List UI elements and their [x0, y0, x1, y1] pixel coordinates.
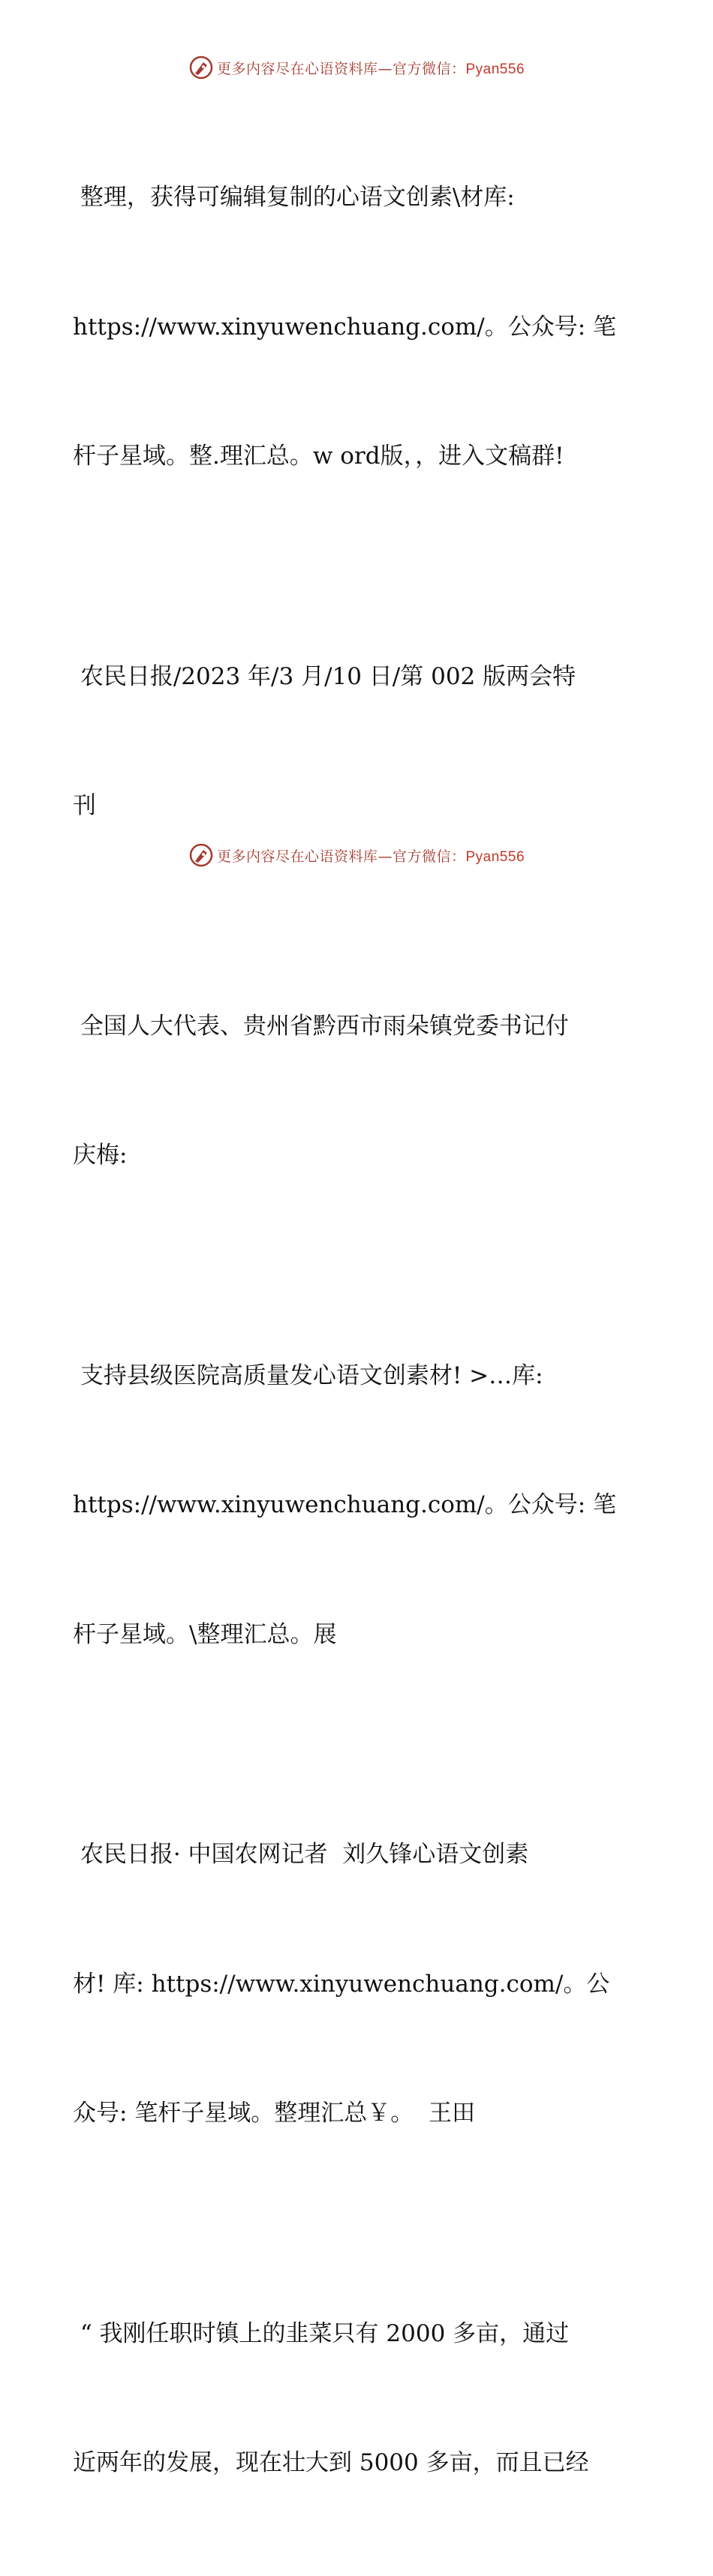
paragraph-intro	[73, 90, 643, 565]
paragraph-headline	[73, 1268, 643, 1743]
text-line: “ 我刚任职时镇上的韭菜只有 2000 多亩，通过	[73, 2319, 570, 2347]
watermark-text: 更多内容尽在心语资料库—官方微信：Pyan556	[216, 60, 525, 77]
document-body	[73, 90, 643, 2576]
text-line: 近两年的发展，现在壮大到 5000 多亩，而且已经	[73, 2449, 589, 2476]
watermark-text: 更多内容尽在心语资料库—官方微信：Pyan556	[216, 848, 525, 865]
paragraph-quote	[73, 2226, 643, 2571]
text-line: 农民日报/2023 年/3 月/10 日/第 002 版两会特	[73, 662, 576, 690]
text-line: 整理，获得可编辑复制的心语文创素\材库:	[73, 184, 515, 211]
text-line: 众号: 笔杆子星域。整理汇总￥。 王田	[73, 2100, 476, 2127]
text-line: https://www.xinyuwenchuang.com/。公众号: 笔	[73, 313, 617, 341]
text-line: https://www.xinyuwenchuang.com/。公众号: 笔	[73, 1491, 617, 1518]
pen-nib-logo-icon	[188, 55, 214, 80]
watermark-banner-bottom	[0, 840, 713, 870]
text-line: 庆梅:	[73, 1142, 128, 1169]
text-line: 材! 库: https://www.xinyuwenchuang.com/。公	[73, 1970, 610, 1998]
paragraph-byline	[73, 919, 643, 1264]
text-line: 杆子星域。整.理汇总。w ord版，，进入文稿群!	[73, 443, 564, 470]
text-line: 全国人大代表、贵州省黔西市雨朵镇党委书记付	[73, 1012, 569, 1040]
text-line: 刊	[73, 792, 96, 819]
text-line: 支持县级医院高质量发心语文创素材! >…库:	[73, 1362, 543, 1389]
paragraph-reporter	[73, 1747, 643, 2222]
text-line: 杆子星域。\整理汇总。展	[73, 1620, 337, 1648]
pen-nib-logo-icon	[188, 842, 214, 868]
text-line: 农民日报· 中国农网记者 刘久锋心语文创素	[73, 1841, 529, 1868]
watermark-banner-top	[0, 53, 713, 83]
